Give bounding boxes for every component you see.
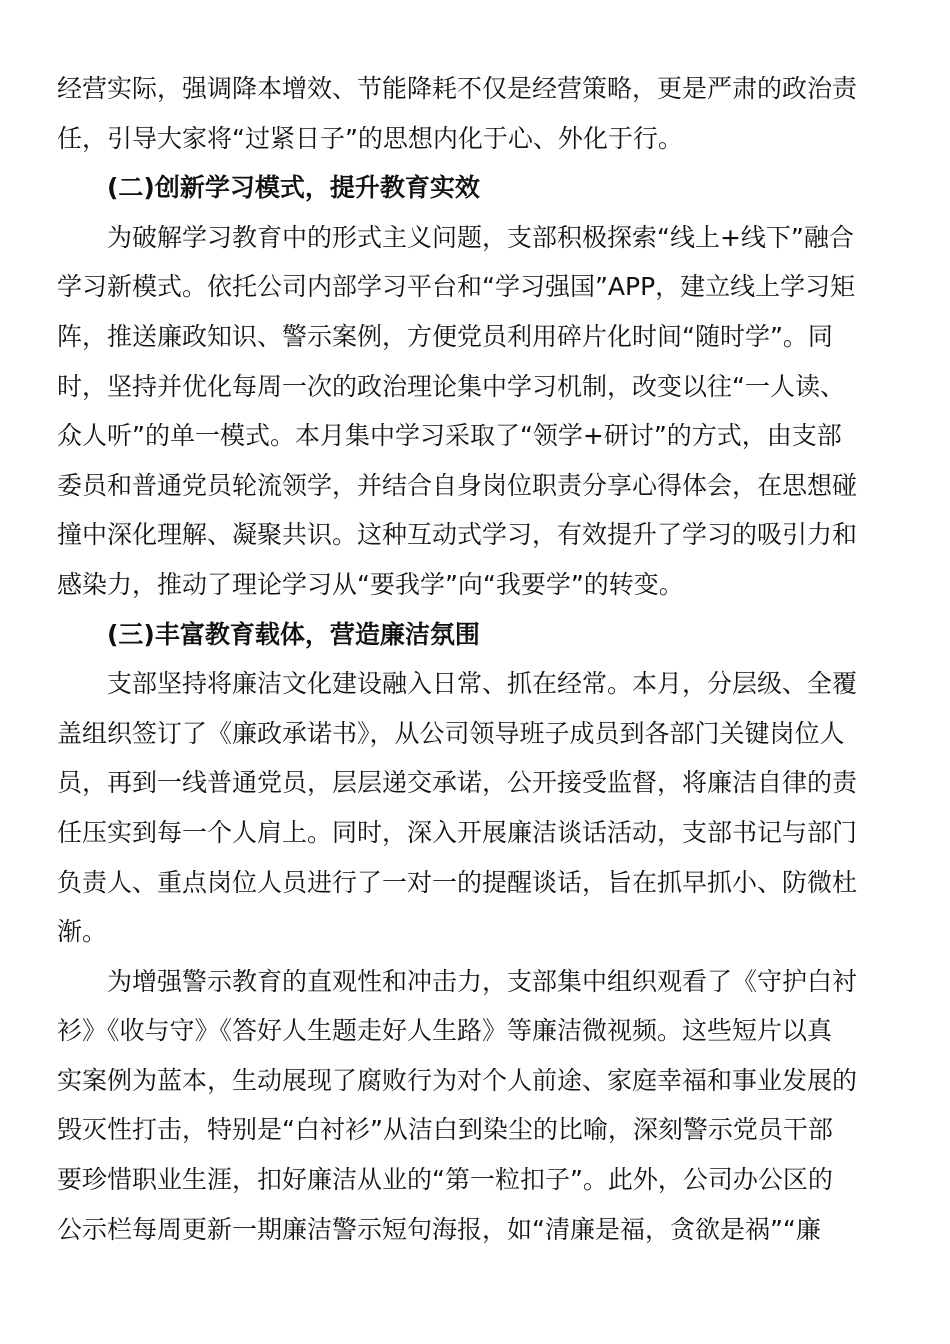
paragraph-p1 xyxy=(57,64,893,163)
heading-text: (二)创新学习模式，提升教育实效 xyxy=(107,173,480,203)
text-line: 负责人、重点岗位人员进行了一对一的提醒谈话，旨在抓早抓小、防微杜 xyxy=(57,867,858,897)
text-line: 任，引导大家将“过紧日子”的思想内化于心、外化于行。 xyxy=(57,123,683,153)
section-heading-3 xyxy=(57,610,893,660)
text-line: 毁灭性打击，特别是“白衬衫”从洁白到染尘的比喻，深刻警示党员干部 xyxy=(57,1115,833,1145)
paragraph-p2 xyxy=(57,213,893,610)
text-line: 学习新模式。依托公司内部学习平台和“学习强国”APP，建立线上学习矩 xyxy=(57,272,856,302)
text-line: 要珍惜职业生涯，扣好廉洁从业的“第一粒扣子”。此外，公司办公区的 xyxy=(57,1165,833,1195)
text-line: 时，坚持并优化每周一次的政治理论集中学习机制，改变以往“一人读、 xyxy=(57,371,845,401)
text-line: 为破解学习教育中的形式主义问题，支部积极探索“线上+线下”融合 xyxy=(107,222,854,252)
section-heading-2 xyxy=(57,163,893,213)
text-line: 阵，推送廉政知识、警示案例，方便党员利用碎片化时间“随时学”。同 xyxy=(57,321,833,351)
text-line: 衫》《收与守》《答好人生题走好人生路》等廉洁微视频。这些短片以真 xyxy=(57,1016,833,1046)
text-line: 任压实到每一个人肩上。同时，深入开展廉洁谈话活动，支部书记与部门 xyxy=(57,817,858,847)
text-line: 撞中深化理解、凝聚共识。这种互动式学习，有效提升了学习的吸引力和 xyxy=(57,520,858,550)
text-line: 员，再到一线普通党员，层层递交承诺，公开接受监督，将廉洁自律的责 xyxy=(57,768,858,798)
document-body xyxy=(57,64,893,1254)
text-line: 渐。 xyxy=(57,917,108,947)
text-line: 实案例为蓝本，生动展现了腐败行为对个人前途、家庭幸福和事业发展的 xyxy=(57,1065,858,1095)
text-line: 支部坚持将廉洁文化建设融入日常、抓在经常。本月，分层级、全覆 xyxy=(107,669,858,699)
text-line: 经营实际，强调降本增效、节能降耗不仅是经营策略，更是严肃的政治责 xyxy=(57,74,858,103)
text-line: 盖组织签订了《廉政承诺书》，从公司领导班子成员到各部门关键岗位人 xyxy=(57,718,845,748)
paragraph-p3 xyxy=(57,659,893,957)
text-line: 感染力，推动了理论学习从“要我学”向“我要学”的转变。 xyxy=(57,569,684,599)
heading-text: (三)丰富教育载体，营造廉洁氛围 xyxy=(107,619,480,649)
text-line: 为增强警示教育的直观性和冲击力，支部集中组织观看了《守护白衬 xyxy=(107,966,858,996)
paragraph-p4 xyxy=(57,957,893,1255)
text-line: 公示栏每周更新一期廉洁警示短句海报，如“清廉是福，贪欲是祸”“廉 xyxy=(57,1214,821,1244)
text-line: 众人听”的单一模式。本月集中学习采取了“领学+研讨”的方式，由支部 xyxy=(57,421,842,451)
text-line: 委员和普通党员轮流领学，并结合自身岗位职责分享心得体会，在思想碰 xyxy=(57,470,858,500)
